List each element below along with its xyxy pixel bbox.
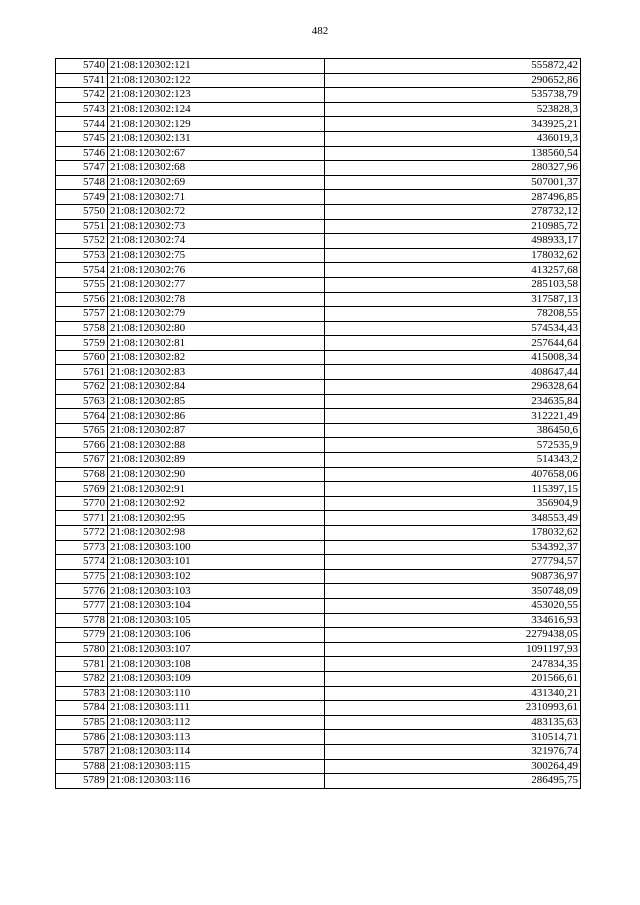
value-cell: 280327,96 bbox=[325, 161, 581, 176]
row-number-cell: 5754 bbox=[56, 263, 108, 278]
value-cell: 514343,2 bbox=[325, 453, 581, 468]
row-number-cell: 5772 bbox=[56, 526, 108, 541]
table-row bbox=[56, 715, 581, 730]
table-row bbox=[56, 496, 581, 511]
row-number-cell: 5747 bbox=[56, 161, 108, 176]
cadastral-number-cell: 21:08:120302:84 bbox=[108, 380, 325, 395]
row-number-cell: 5749 bbox=[56, 190, 108, 205]
row-number-cell: 5785 bbox=[56, 715, 108, 730]
table-row bbox=[56, 540, 581, 555]
table-row bbox=[56, 467, 581, 482]
cadastral-number-cell: 21:08:120302:122 bbox=[108, 73, 325, 88]
value-cell: 498933,17 bbox=[325, 234, 581, 249]
table-row bbox=[56, 409, 581, 424]
cadastral-number-cell: 21:08:120302:76 bbox=[108, 263, 325, 278]
cadastral-number-cell: 21:08:120303:115 bbox=[108, 759, 325, 774]
row-number-cell: 5762 bbox=[56, 380, 108, 395]
table-row bbox=[56, 642, 581, 657]
row-number-cell: 5775 bbox=[56, 569, 108, 584]
row-number-cell: 5751 bbox=[56, 219, 108, 234]
table-row bbox=[56, 73, 581, 88]
cadastral-value-table bbox=[55, 58, 581, 789]
table-row bbox=[56, 277, 581, 292]
value-cell: 178032,62 bbox=[325, 248, 581, 263]
value-cell: 908736,97 bbox=[325, 569, 581, 584]
table-row bbox=[56, 350, 581, 365]
row-number-cell: 5766 bbox=[56, 438, 108, 453]
row-number-cell: 5786 bbox=[56, 730, 108, 745]
value-cell: 310514,71 bbox=[325, 730, 581, 745]
value-cell: 210985,72 bbox=[325, 219, 581, 234]
value-cell: 201566,61 bbox=[325, 671, 581, 686]
table-row bbox=[56, 219, 581, 234]
row-number-cell: 5753 bbox=[56, 248, 108, 263]
row-number-cell: 5769 bbox=[56, 482, 108, 497]
cadastral-number-cell: 21:08:120302:88 bbox=[108, 438, 325, 453]
cadastral-number-cell: 21:08:120303:107 bbox=[108, 642, 325, 657]
value-cell: 138560,54 bbox=[325, 146, 581, 161]
row-number-cell: 5770 bbox=[56, 496, 108, 511]
row-number-cell: 5745 bbox=[56, 131, 108, 146]
table-row bbox=[56, 336, 581, 351]
cadastral-number-cell: 21:08:120303:101 bbox=[108, 555, 325, 570]
value-cell: 1091197,93 bbox=[325, 642, 581, 657]
cadastral-number-cell: 21:08:120302:83 bbox=[108, 365, 325, 380]
value-cell: 285103,58 bbox=[325, 277, 581, 292]
table-row bbox=[56, 423, 581, 438]
table-row bbox=[56, 321, 581, 336]
row-number-cell: 5743 bbox=[56, 102, 108, 117]
table-row bbox=[56, 365, 581, 380]
row-number-cell: 5765 bbox=[56, 423, 108, 438]
cadastral-number-cell: 21:08:120303:113 bbox=[108, 730, 325, 745]
value-cell: 115397,15 bbox=[325, 482, 581, 497]
row-number-cell: 5789 bbox=[56, 774, 108, 789]
row-number-cell: 5741 bbox=[56, 73, 108, 88]
value-cell: 343925,21 bbox=[325, 117, 581, 132]
value-cell: 407658,06 bbox=[325, 467, 581, 482]
cadastral-number-cell: 21:08:120303:105 bbox=[108, 613, 325, 628]
cadastral-number-cell: 21:08:120302:74 bbox=[108, 234, 325, 249]
row-number-cell: 5759 bbox=[56, 336, 108, 351]
table-row bbox=[56, 569, 581, 584]
page-number: 482 bbox=[311, 25, 329, 37]
cadastral-number-cell: 21:08:120302:86 bbox=[108, 409, 325, 424]
row-number-cell: 5760 bbox=[56, 350, 108, 365]
value-cell: 356904,9 bbox=[325, 496, 581, 511]
table-row bbox=[56, 526, 581, 541]
value-cell: 523828,3 bbox=[325, 102, 581, 117]
row-number-cell: 5750 bbox=[56, 204, 108, 219]
value-cell: 436019,3 bbox=[325, 131, 581, 146]
value-cell: 350748,09 bbox=[325, 584, 581, 599]
row-number-cell: 5771 bbox=[56, 511, 108, 526]
row-number-cell: 5779 bbox=[56, 628, 108, 643]
cadastral-number-cell: 21:08:120302:77 bbox=[108, 277, 325, 292]
table-row bbox=[56, 190, 581, 205]
cadastral-number-cell: 21:08:120303:100 bbox=[108, 540, 325, 555]
value-cell: 317587,13 bbox=[325, 292, 581, 307]
cadastral-number-cell: 21:08:120302:123 bbox=[108, 88, 325, 103]
table-row bbox=[56, 292, 581, 307]
cadastral-number-cell: 21:08:120302:121 bbox=[108, 59, 325, 74]
cadastral-number-cell: 21:08:120302:68 bbox=[108, 161, 325, 176]
cadastral-number-cell: 21:08:120302:75 bbox=[108, 248, 325, 263]
value-cell: 534392,37 bbox=[325, 540, 581, 555]
cadastral-number-cell: 21:08:120303:109 bbox=[108, 671, 325, 686]
value-cell: 507001,37 bbox=[325, 175, 581, 190]
value-cell: 277794,57 bbox=[325, 555, 581, 570]
row-number-cell: 5763 bbox=[56, 394, 108, 409]
table-row bbox=[56, 598, 581, 613]
value-cell: 572535,9 bbox=[325, 438, 581, 453]
row-number-cell: 5780 bbox=[56, 642, 108, 657]
value-cell: 415008,34 bbox=[325, 350, 581, 365]
cadastral-number-cell: 21:08:120302:78 bbox=[108, 292, 325, 307]
row-number-cell: 5748 bbox=[56, 175, 108, 190]
table-row bbox=[56, 511, 581, 526]
value-cell: 348553,49 bbox=[325, 511, 581, 526]
cadastral-number-cell: 21:08:120302:95 bbox=[108, 511, 325, 526]
cadastral-number-cell: 21:08:120303:116 bbox=[108, 774, 325, 789]
table-row bbox=[56, 774, 581, 789]
value-cell: 312221,49 bbox=[325, 409, 581, 424]
value-cell: 453020,55 bbox=[325, 598, 581, 613]
cadastral-number-cell: 21:08:120302:129 bbox=[108, 117, 325, 132]
value-cell: 334616,93 bbox=[325, 613, 581, 628]
row-number-cell: 5740 bbox=[56, 59, 108, 74]
row-number-cell: 5757 bbox=[56, 307, 108, 322]
cadastral-number-cell: 21:08:120303:108 bbox=[108, 657, 325, 672]
table-row bbox=[56, 248, 581, 263]
row-number-cell: 5788 bbox=[56, 759, 108, 774]
cadastral-number-cell: 21:08:120302:85 bbox=[108, 394, 325, 409]
cadastral-number-cell: 21:08:120302:98 bbox=[108, 526, 325, 541]
row-number-cell: 5764 bbox=[56, 409, 108, 424]
table-row bbox=[56, 730, 581, 745]
row-number-cell: 5746 bbox=[56, 146, 108, 161]
cadastral-number-cell: 21:08:120302:81 bbox=[108, 336, 325, 351]
row-number-cell: 5774 bbox=[56, 555, 108, 570]
row-number-cell: 5752 bbox=[56, 234, 108, 249]
cadastral-number-cell: 21:08:120302:89 bbox=[108, 453, 325, 468]
cadastral-number-cell: 21:08:120303:104 bbox=[108, 598, 325, 613]
table-row bbox=[56, 657, 581, 672]
cadastral-number-cell: 21:08:120302:67 bbox=[108, 146, 325, 161]
table-row bbox=[56, 204, 581, 219]
value-cell: 290652,86 bbox=[325, 73, 581, 88]
cadastral-number-cell: 21:08:120302:131 bbox=[108, 131, 325, 146]
value-cell: 574534,43 bbox=[325, 321, 581, 336]
table-row bbox=[56, 686, 581, 701]
table-row bbox=[56, 613, 581, 628]
row-number-cell: 5773 bbox=[56, 540, 108, 555]
cadastral-number-cell: 21:08:120302:124 bbox=[108, 102, 325, 117]
value-cell: 247834,35 bbox=[325, 657, 581, 672]
table-row bbox=[56, 744, 581, 759]
value-cell: 2279438,05 bbox=[325, 628, 581, 643]
cadastral-number-cell: 21:08:120303:103 bbox=[108, 584, 325, 599]
value-cell: 431340,21 bbox=[325, 686, 581, 701]
row-number-cell: 5767 bbox=[56, 453, 108, 468]
row-number-cell: 5782 bbox=[56, 671, 108, 686]
cadastral-number-cell: 21:08:120302:87 bbox=[108, 423, 325, 438]
cadastral-number-cell: 21:08:120302:92 bbox=[108, 496, 325, 511]
table-body bbox=[56, 59, 581, 789]
table-row bbox=[56, 175, 581, 190]
cadastral-number-cell: 21:08:120302:79 bbox=[108, 307, 325, 322]
value-cell: 408647,44 bbox=[325, 365, 581, 380]
value-cell: 234635,84 bbox=[325, 394, 581, 409]
value-cell: 483135,63 bbox=[325, 715, 581, 730]
table-row bbox=[56, 234, 581, 249]
cadastral-number-cell: 21:08:120303:106 bbox=[108, 628, 325, 643]
row-number-cell: 5761 bbox=[56, 365, 108, 380]
value-cell: 287496,85 bbox=[325, 190, 581, 205]
row-number-cell: 5758 bbox=[56, 321, 108, 336]
row-number-cell: 5787 bbox=[56, 744, 108, 759]
row-number-cell: 5781 bbox=[56, 657, 108, 672]
cadastral-number-cell: 21:08:120303:102 bbox=[108, 569, 325, 584]
row-number-cell: 5778 bbox=[56, 613, 108, 628]
table-row bbox=[56, 671, 581, 686]
cadastral-number-cell: 21:08:120303:114 bbox=[108, 744, 325, 759]
table-row bbox=[56, 453, 581, 468]
table-row bbox=[56, 759, 581, 774]
cadastral-number-cell: 21:08:120303:111 bbox=[108, 701, 325, 716]
value-cell: 386450,6 bbox=[325, 423, 581, 438]
table-row bbox=[56, 555, 581, 570]
row-number-cell: 5744 bbox=[56, 117, 108, 132]
row-number-cell: 5783 bbox=[56, 686, 108, 701]
cadastral-number-cell: 21:08:120302:72 bbox=[108, 204, 325, 219]
value-cell: 178032,62 bbox=[325, 526, 581, 541]
value-cell: 413257,68 bbox=[325, 263, 581, 278]
value-cell: 78208,55 bbox=[325, 307, 581, 322]
cadastral-number-cell: 21:08:120302:71 bbox=[108, 190, 325, 205]
value-cell: 535738,79 bbox=[325, 88, 581, 103]
value-cell: 300264,49 bbox=[325, 759, 581, 774]
cadastral-number-cell: 21:08:120302:90 bbox=[108, 467, 325, 482]
table-row bbox=[56, 146, 581, 161]
row-number-cell: 5756 bbox=[56, 292, 108, 307]
table-row bbox=[56, 701, 581, 716]
table-row bbox=[56, 628, 581, 643]
row-number-cell: 5768 bbox=[56, 467, 108, 482]
value-cell: 321976,74 bbox=[325, 744, 581, 759]
row-number-cell: 5777 bbox=[56, 598, 108, 613]
row-number-cell: 5742 bbox=[56, 88, 108, 103]
table-row bbox=[56, 102, 581, 117]
table-row bbox=[56, 131, 581, 146]
value-cell: 555872,42 bbox=[325, 59, 581, 74]
cadastral-number-cell: 21:08:120302:91 bbox=[108, 482, 325, 497]
row-number-cell: 5776 bbox=[56, 584, 108, 599]
cadastral-number-cell: 21:08:120302:73 bbox=[108, 219, 325, 234]
table-row bbox=[56, 263, 581, 278]
value-cell: 257644,64 bbox=[325, 336, 581, 351]
table-row bbox=[56, 482, 581, 497]
row-number-cell: 5784 bbox=[56, 701, 108, 716]
value-cell: 278732,12 bbox=[325, 204, 581, 219]
table-row bbox=[56, 161, 581, 176]
value-cell: 286495,75 bbox=[325, 774, 581, 789]
value-cell: 296328,64 bbox=[325, 380, 581, 395]
table-row bbox=[56, 59, 581, 74]
table-row bbox=[56, 394, 581, 409]
cadastral-number-cell: 21:08:120303:112 bbox=[108, 715, 325, 730]
table-row bbox=[56, 380, 581, 395]
table-row bbox=[56, 438, 581, 453]
table-row bbox=[56, 307, 581, 322]
table-row bbox=[56, 88, 581, 103]
table-row bbox=[56, 584, 581, 599]
cadastral-number-cell: 21:08:120302:80 bbox=[108, 321, 325, 336]
cadastral-number-cell: 21:08:120303:110 bbox=[108, 686, 325, 701]
row-number-cell: 5755 bbox=[56, 277, 108, 292]
cadastral-number-cell: 21:08:120302:69 bbox=[108, 175, 325, 190]
cadastral-number-cell: 21:08:120302:82 bbox=[108, 350, 325, 365]
value-cell: 2310993,61 bbox=[325, 701, 581, 716]
table-row bbox=[56, 117, 581, 132]
